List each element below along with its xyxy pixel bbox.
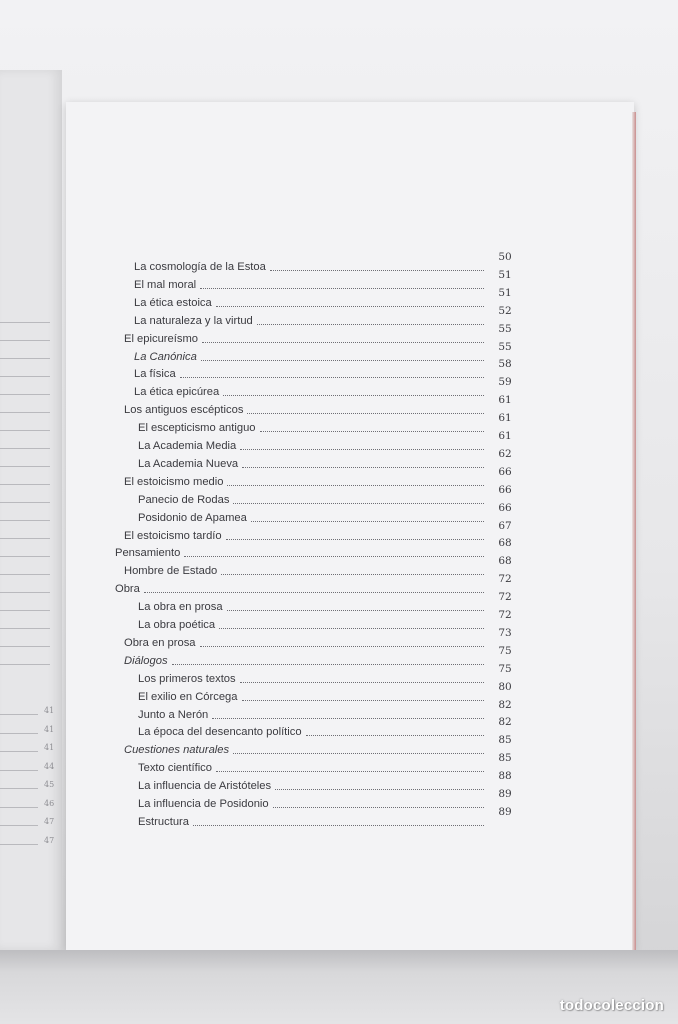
toc-leader-dots [242, 466, 484, 468]
toc-entry-page-number: 75 [498, 644, 512, 657]
toc-entry [124, 626, 512, 650]
toc-leader-dots [257, 323, 484, 325]
previous-page-line [0, 484, 50, 485]
toc-leader-dots [180, 376, 484, 378]
toc-leader-dots [200, 287, 484, 289]
toc-entry-page-number: 89 [498, 788, 512, 800]
previous-page-number: 41 [44, 724, 55, 734]
toc-entry-title: Panecio de Rodas [138, 493, 230, 506]
previous-page-line [0, 340, 50, 341]
previous-page-line [0, 751, 38, 752]
toc-entry [138, 805, 512, 829]
toc-leader-dots [227, 609, 484, 611]
toc-entry-title: El mal moral [134, 278, 197, 291]
toc-entry-page-number: 61 [498, 430, 512, 442]
previous-page-number: 44 [44, 761, 55, 771]
previous-page-line [0, 466, 50, 467]
toc-entry [138, 591, 512, 614]
toc-entry [134, 251, 512, 274]
toc-entry-page-number: 75 [498, 662, 512, 675]
toc-entry-page-number: 55 [498, 340, 512, 353]
previous-page-number: 47 [44, 835, 55, 845]
toc-entry-title: La física [134, 368, 176, 381]
toc-entry-title: La Academia Media [138, 440, 237, 452]
watermark-logo: todocoleccion [559, 997, 664, 1014]
toc-entry-page-number: 66 [498, 501, 512, 514]
previous-page-line [0, 556, 50, 557]
toc-entry-page-number: 51 [498, 268, 512, 281]
toc-entry-title: El epicureísmo [124, 332, 198, 345]
previous-page-line [0, 430, 50, 431]
toc-entry [138, 447, 512, 471]
previous-page-line [0, 592, 50, 593]
previous-page-line [0, 646, 50, 647]
toc-entry [138, 716, 512, 739]
toc-leader-dots [212, 717, 484, 719]
previous-page-line [0, 322, 50, 323]
previous-page-line [0, 412, 50, 413]
toc-entry [134, 340, 512, 364]
previous-page-number: 41 [44, 706, 55, 715]
toc-entry-page-number: 68 [498, 537, 512, 550]
toc-entry [124, 734, 512, 757]
toc-leader-dots [260, 430, 484, 432]
toc-entry [138, 662, 512, 686]
toc-entry-page-number: 50 [498, 251, 512, 263]
toc-entry [138, 788, 512, 811]
toc-entry-title: El exilio en Córcega [138, 690, 238, 703]
toc-entry-page-number: 88 [498, 770, 512, 783]
toc-entry-page-number: 72 [498, 591, 512, 604]
previous-page-line [0, 394, 50, 395]
previous-page-number: 46 [44, 798, 55, 808]
toc-leader-dots [273, 806, 484, 808]
toc-entry-page-number: 51 [498, 286, 512, 299]
toc-entry-page-number: 73 [498, 626, 512, 639]
toc-entry [115, 573, 512, 596]
toc-entry-title: Posidonio de Apamea [138, 511, 247, 524]
previous-page-line [0, 844, 38, 845]
previous-page-line [0, 714, 38, 715]
previous-page-line [0, 770, 38, 771]
toc-leader-dots [184, 555, 484, 557]
toc-leader-dots [144, 591, 484, 593]
toc-entry [124, 465, 512, 489]
toc-entry-title: La obra en prosa [138, 601, 223, 614]
toc-entry-page-number: 66 [498, 483, 512, 496]
toc-entry-title: La cosmología de la Estoa [134, 261, 266, 273]
toc-entry [134, 358, 512, 381]
toc-entry-title: Diálogos [124, 654, 168, 667]
toc-leader-dots [247, 412, 484, 414]
toc-entry [138, 501, 512, 525]
previous-page-line [0, 807, 38, 808]
toc-leader-dots [240, 681, 484, 683]
toc-entry [134, 304, 512, 328]
toc-entry-title: Hombre de Estado [124, 565, 218, 578]
toc-leader-dots [216, 770, 484, 772]
toc-entry [124, 394, 512, 417]
toc-entry [138, 680, 512, 704]
toc-entry-page-number: 80 [498, 680, 512, 693]
toc-entry-page-number: 89 [498, 805, 512, 818]
previous-page-line [0, 825, 38, 826]
toc-entry-page-number: 58 [498, 358, 512, 371]
toc-leader-dots [216, 305, 484, 307]
previous-page-number: 45 [44, 780, 55, 789]
previous-page-line [0, 788, 38, 789]
toc-entry [138, 430, 512, 453]
previous-page [0, 70, 62, 950]
toc-entry-page-number: 68 [498, 555, 512, 568]
toc-entry [124, 644, 512, 668]
toc-entry-title: Junto a Nerón [138, 708, 209, 721]
toc-leader-dots [193, 824, 484, 826]
toc-leader-dots [306, 734, 484, 736]
toc-entry-title: La obra poética [138, 619, 216, 631]
toc-entry-title: Los primeros textos [138, 672, 236, 685]
page-edge [632, 112, 636, 950]
toc-entry-page-number: 72 [498, 573, 512, 586]
previous-page-number: 41 [44, 743, 55, 752]
previous-page-line [0, 610, 50, 611]
toc-entry-page-number: 85 [498, 752, 512, 765]
toc-entry [124, 519, 512, 543]
toc-entry-title: La influencia de Aristóteles [138, 780, 272, 793]
toc-entry-title: Obra [115, 583, 140, 596]
toc-entry-title: El estoicismo medio [124, 475, 224, 488]
toc-entry [138, 412, 512, 435]
toc-entry [134, 376, 512, 399]
previous-page-line [0, 502, 50, 503]
previous-page-line [0, 574, 50, 575]
toc-leader-dots [223, 394, 484, 396]
toc-entry [124, 322, 512, 346]
previous-page-line [0, 664, 50, 665]
toc-entry-title: La influencia de Posidonio [138, 798, 269, 810]
toc-entry-page-number: 52 [498, 304, 512, 317]
toc-entry-title: La Academia Nueva [138, 457, 239, 470]
toc-entry-title: Estructura [138, 815, 189, 828]
toc-entry-title: La Canónica [134, 350, 197, 363]
toc-leader-dots [201, 359, 484, 361]
toc-leader-dots [233, 752, 484, 754]
previous-page-line [0, 358, 50, 359]
toc-entry [138, 609, 512, 632]
toc-leader-dots [251, 520, 484, 522]
toc-leader-dots [275, 788, 484, 790]
toc-entry-title: Los antiguos escépticos [124, 404, 244, 417]
toc-entry-title: Pensamiento [115, 547, 181, 560]
toc-entry-title: La ética epicúrea [134, 386, 220, 399]
toc-leader-dots [270, 269, 484, 271]
toc-entry-page-number: 61 [498, 394, 512, 407]
toc-entry [138, 483, 512, 507]
toc-entry [134, 286, 512, 310]
toc-entry-page-number: 62 [498, 447, 512, 460]
previous-page-line [0, 733, 38, 734]
toc-entry-page-number: 72 [498, 609, 512, 621]
toc-entry [124, 555, 512, 578]
previous-page-line [0, 520, 50, 521]
toc-entry-page-number: 82 [498, 716, 512, 729]
toc-entry-title: La época del desencanto político [138, 726, 302, 739]
previous-page-line [0, 376, 50, 377]
toc-leader-dots [219, 627, 484, 629]
toc-entry-page-number: 82 [498, 698, 512, 711]
toc-entry-title: Texto científico [138, 762, 212, 775]
toc-entry [138, 770, 512, 793]
toc-leader-dots [233, 502, 484, 504]
toc-leader-dots [202, 341, 484, 343]
previous-page-line [0, 538, 50, 539]
previous-page-line [0, 448, 50, 449]
toc-entry-title: El escepticismo antiguo [138, 422, 256, 435]
toc-entry [134, 268, 512, 292]
toc-entry-page-number: 59 [498, 376, 512, 389]
toc-entry-page-number: 85 [498, 734, 512, 747]
toc-entry [115, 537, 512, 560]
toc-entry-page-number: 55 [498, 322, 512, 335]
toc-leader-dots [172, 663, 484, 665]
toc-entry-title: El estoicismo tardío [124, 529, 222, 542]
toc-entry-title: Obra en prosa [124, 636, 196, 649]
toc-entry-title: Cuestiones naturales [124, 744, 230, 757]
toc-entry [138, 698, 512, 722]
toc-leader-dots [221, 573, 484, 575]
toc-leader-dots [240, 448, 484, 450]
toc-entry-title: La naturaleza y la virtud [134, 314, 253, 327]
toc-entry-page-number: 61 [498, 412, 512, 425]
previous-page-line [0, 628, 50, 629]
toc-leader-dots [200, 645, 484, 647]
toc-entry-page-number: 66 [498, 465, 512, 478]
toc-entry-page-number: 67 [498, 519, 512, 532]
toc-leader-dots [227, 484, 484, 486]
toc-leader-dots [242, 699, 485, 701]
toc-entry [138, 752, 512, 775]
toc-entry-title: La ética estoica [134, 296, 212, 309]
previous-page-number: 47 [44, 817, 55, 826]
toc-leader-dots [226, 538, 484, 540]
